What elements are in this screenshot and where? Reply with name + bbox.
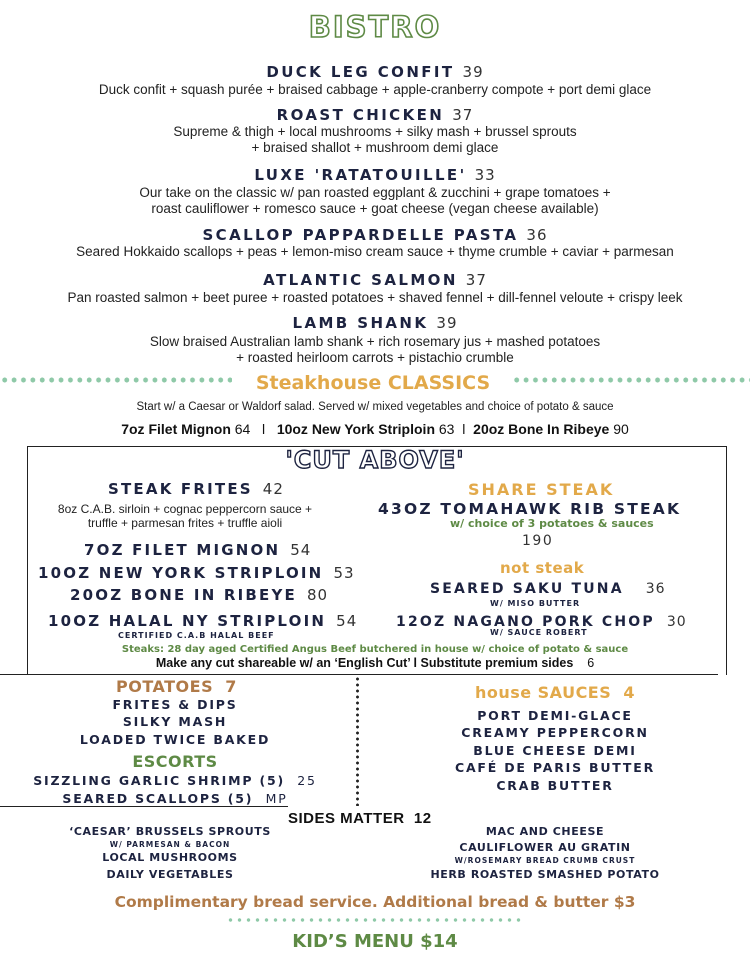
potato-item-2: SILKY MASH [122, 714, 228, 729]
dish-duck-name: DUCK LEG CONFIT 39 [266, 63, 484, 81]
dish-duck-desc: Duck confit + squash purée + braised cabbage + apple-cranberry compote + port demi glace [98, 82, 652, 97]
dish-lamb-desc-1: Slow braised Australian lamb shank + rich rosemary jus + mashed potatoes [149, 334, 601, 349]
not-steak-tuna: SEARED SAKU TUNA 36 [430, 581, 666, 597]
dish-scallop-desc: Seared Hokkaido scallops + peas + lemon-miso cream sauce + thyme crumble + caviar + parmesan [76, 244, 674, 259]
bread-note: Complimentary bread service. Additional bread & butter $3 [114, 893, 636, 911]
cut-bone-in-ribeye: 20OZ BONE IN RIBEYE 80 [70, 586, 329, 604]
cut-filet-mignon: 7OZ FILET MIGNON 54 [84, 541, 312, 559]
steak-frites-desc-1: 8oz C.A.B. sirloin + cognac peppercorn sauce + [57, 502, 313, 516]
section-divider-top [0, 674, 718, 675]
dish-ratatouille-name: LUXE 'RATATOUILLE' 33 [254, 166, 496, 184]
pork-note: W/ SAUCE ROBERT [490, 628, 588, 637]
share-tomahawk: 43OZ TOMAHAWK RIB STEAK [378, 500, 682, 518]
sauce-item-4: CAFÉ DE PARIS BUTTER [454, 760, 656, 775]
steak-frites-desc-2: truffle + parmesan frites + truffle aioli [87, 516, 283, 530]
dish-ratatouille-desc-1: Our take on the classic w/ pan roasted eggplant & zucchini + grape tomatoes + [139, 185, 611, 200]
tuna-note: W/ MISO BUTTER [490, 599, 581, 608]
dish-chicken-name: ROAST CHICKEN 37 [276, 106, 474, 124]
potato-item-1: FRITES & DIPS [112, 697, 238, 712]
potatoes-title: POTATOES 7 [116, 677, 237, 696]
share-note: w/ choice of 3 potatoes & sauces [450, 517, 654, 530]
section-divider-bottom-left [0, 806, 288, 807]
sauce-item-5: CRAB BUTTER [496, 778, 614, 793]
dish-chicken-desc-1: Supreme & thigh + local mushrooms + silky mash + brussel sprouts [173, 124, 577, 139]
cut-halal-striploin: 10OZ HALAL NY STRIPLOIN 54 [48, 612, 358, 630]
not-steak-pork: 12OZ NAGANO PORK CHOP 30 [396, 614, 687, 630]
side-right-2-note: W/ROSEMARY BREAD CRUMB CRUST [454, 856, 636, 865]
footer-dot-divider [226, 917, 524, 923]
share-price: 190 [522, 533, 554, 549]
dish-salmon-name: ATLANTIC SALMON 37 [263, 271, 487, 289]
vertical-dotted-divider [356, 676, 359, 806]
escorts-title: ESCORTS [132, 752, 218, 771]
steakhouse-note: Start w/ a Caesar or Waldorf salad. Served w/ mixed vegetables and choice of potato & sauce [136, 401, 614, 413]
escort-item-scallops: SEARED SCALLOPS (5) MP [62, 791, 288, 806]
share-steak-title: SHARE STEAK [468, 480, 615, 499]
sauce-item-2: CREAMY PEPPERCORN [461, 725, 649, 740]
side-right-3: HERB ROASTED SMASHED POTATO [430, 868, 660, 881]
side-right-1: MAC AND CHEESE [485, 825, 605, 838]
cut-steak-frites: STEAK FRITES 42 [108, 480, 284, 498]
sauces-title: house SAUCES 4 [474, 683, 636, 702]
dish-lamb-desc-2: + roasted heirloom carrots + pistachio crumble [236, 350, 514, 365]
dish-lamb-name: LAMB SHANK 39 [292, 314, 458, 332]
side-left-3: DAILY VEGETABLES [106, 868, 234, 881]
side-left-1: ‘CAESAR’ BRUSSELS SPROUTS [69, 825, 271, 838]
steaks-note: Steaks: 28 day aged Certified Angus Beef butchered in house w/ choice of potato & sauce [121, 644, 629, 655]
side-left-1-note: W/ PARMESAN & BACON [109, 840, 231, 849]
side-right-2: CAULIFLOWER AU GRATIN [459, 841, 631, 854]
dish-chicken-desc-2: + braised shallot + mushroom demi glace [251, 140, 499, 155]
dot-divider-left [0, 376, 232, 384]
halal-note: CERTIFIED C.A.B HALAL BEEF [118, 631, 275, 640]
dish-salmon-desc: Pan roasted salmon + beet puree + roasted potatoes + shaved fennel + dill-fennel veloute + crispy leek [67, 290, 683, 305]
bistro-title: BISTRO [308, 10, 442, 44]
shareable-note: Make any cut shareable w/ an ‘English Cut’ l Substitute premium sides 6 [155, 656, 595, 670]
dish-scallop-name: SCALLOP PAPPARDELLE PASTA 36 [202, 226, 548, 244]
sides-title: SIDES MATTER 12 [288, 810, 432, 827]
cut-ny-striploin: 10OZ NEW YORK STRIPLOIN 53 [38, 564, 355, 582]
not-steak-title: not steak [500, 559, 585, 577]
potato-item-3: LOADED TWICE BAKED [79, 732, 271, 747]
cut-above-title: 'CUT ABOVE' [285, 446, 465, 474]
sauce-item-1: PORT DEMI-GLACE [477, 708, 633, 723]
side-left-2: LOCAL MUSHROOMS [102, 851, 238, 864]
kids-menu: KID’S MENU $14 [292, 931, 458, 952]
sauce-item-3: BLUE CHEESE DEMI [473, 743, 637, 758]
dish-ratatouille-desc-2: roast cauliflower + romesco sauce + goat cheese (vegan cheese available) [151, 201, 599, 216]
escort-item-shrimp: SIZZLING GARLIC SHRIMP (5) 25 [33, 773, 317, 788]
dot-divider-right [512, 376, 750, 384]
steakhouse-title: Steakhouse CLASSICS [255, 372, 491, 394]
steakhouse-cuts: 7oz Filet Mignon 64 l 10oz New York Striploin 63 l 20oz Bone In Ribeye 90 [121, 421, 629, 437]
